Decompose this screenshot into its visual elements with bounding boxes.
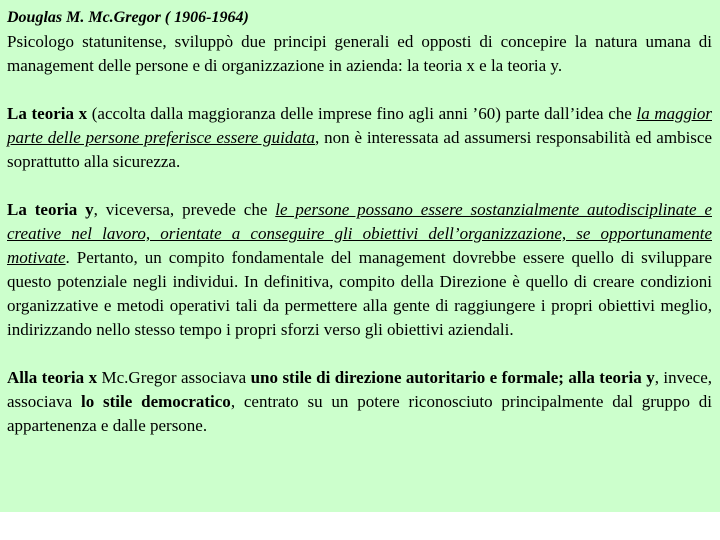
page-title: Douglas M. Mc.Gregor ( 1906-1964) bbox=[7, 9, 249, 26]
theory-x-underlined: la maggior parte delle persone preferisce essere guidata bbox=[7, 104, 712, 147]
spacer bbox=[7, 78, 712, 102]
theory-y-text-2: . Pertanto, un compito fondamentale del management dovrebbe essere quello di sviluppare questo potenziale negli individui. In definitiva, compito della Direzione è quello di creare condizioni organizzative e metodi operativi tali da permettere alla gente di raggiungere i propri obiettivi meglio, indirizzando nello stesso tempo i propri sforzi verso gli obiettivi aziendali. bbox=[7, 248, 712, 339]
theory-y-paragraph bbox=[7, 198, 712, 342]
summary-lead: Alla teoria x bbox=[7, 368, 98, 387]
theory-y-underlined: le persone possano essere sostanzialmente autodisciplinate e creative nel lavoro, orientate a conseguire gli obiettivi dell’organizzazione, se opportunamente motivate bbox=[7, 200, 712, 267]
theory-y-text-1: , viceversa, prevede che bbox=[93, 200, 276, 219]
theory-y-lead: La teoria y bbox=[7, 200, 94, 219]
summary-paragraph bbox=[7, 366, 712, 438]
summary-text-3: , centrato su un potere riconosciuto principalmente dal gruppo di appartenenza e dalle persone. bbox=[7, 392, 712, 435]
intro-paragraph: Psicologo statunitense, sviluppò due principi generali ed opposti di concepire la natura umana di management delle persone e di organizzazione in azienda: la teoria x e la teoria y. bbox=[7, 32, 712, 75]
theory-x-paragraph bbox=[7, 102, 712, 174]
theory-x-lead: La teoria x bbox=[7, 104, 88, 123]
summary-bold-2: lo stile democratico bbox=[80, 392, 231, 411]
summary-text-2: , invece, associava bbox=[7, 368, 712, 411]
summary-bold-1: uno stile di direzione autoritario e formale; alla teoria y bbox=[250, 368, 655, 387]
spacer bbox=[7, 342, 712, 366]
theory-x-text-2: , non è interessata ad assumersi responsabilità ed ambisce soprattutto alla sicurezza. bbox=[7, 128, 712, 171]
theory-x-text-1: (accolta dalla maggioranza delle imprese fino agli anni ’60) parte dall’idea che bbox=[87, 104, 637, 123]
spacer bbox=[7, 174, 712, 198]
summary-text-1: Mc.Gregor associava bbox=[97, 368, 251, 387]
